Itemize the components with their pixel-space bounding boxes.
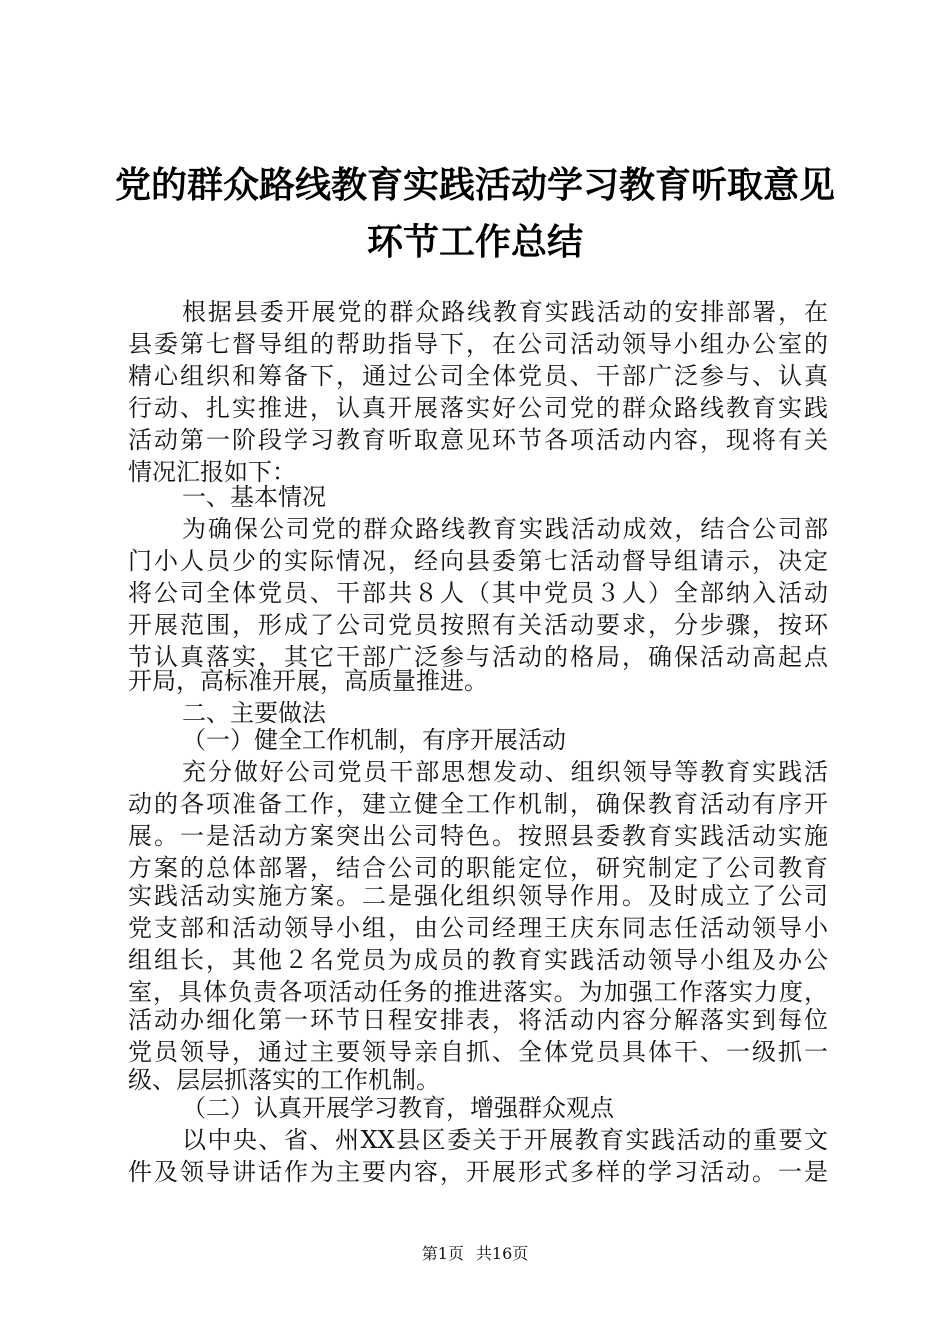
body-line: 方案的总体部署，结合公司的职能定位，研究制定了公司教育 bbox=[128, 854, 828, 882]
body-line: 精心组织和筹备下，通过公司全体党员、干部广泛参与、认真 bbox=[128, 362, 828, 390]
body-line: 组组长，其他２名党员为成员的教育实践活动领导小组及办公 bbox=[128, 946, 828, 974]
subsection-heading: （二）认真开展学习教育，增强群众观点 bbox=[182, 1094, 614, 1122]
body-line: 动的各项准备工作，建立健全工作机制，确保教育活动有序开 bbox=[128, 790, 828, 818]
page-number: 第1页 bbox=[421, 1244, 464, 1263]
body-line: 实践活动实施方案。二是强化组织领导作用。及时成立了公司 bbox=[128, 882, 828, 910]
section-heading: 一、基本情况 bbox=[182, 483, 326, 511]
body-line: 县委第七督导组的帮助指导下，在公司活动领导小组办公室的 bbox=[128, 330, 828, 358]
body-line: 情况汇报如下： bbox=[128, 458, 296, 486]
body-line: 根据县委开展党的群众路线教育实践活动的安排部署，在 bbox=[182, 298, 828, 326]
body-line: 以中央、省、州XX县区委关于开展教育实践活动的重要文 bbox=[182, 1126, 828, 1154]
body-line: 党支部和活动领导小组，由公司经理王庆东同志任活动领导小 bbox=[128, 914, 828, 942]
subsection-heading: （一）健全工作机制，有序开展活动 bbox=[182, 726, 566, 754]
section-heading: 二、主要做法 bbox=[182, 699, 326, 727]
body-line: 级、层层抓落实的工作机制。 bbox=[128, 1066, 440, 1094]
body-line: 件及领导讲话作为主要内容，开展形式多样的学习活动。一是 bbox=[128, 1158, 828, 1186]
body-line: 展。一是活动方案突出公司特色。按照县委教育实践活动实施 bbox=[128, 822, 828, 850]
body-line: 将公司全体党员、干部共８人（其中党员３人）全部纳入活动 bbox=[128, 579, 828, 607]
page-footer bbox=[0, 1244, 950, 1264]
body-line: 行动、扎实推进，认真开展落实好公司党的群众路线教育实践 bbox=[128, 394, 828, 422]
body-line: 开展范围，形成了公司党员按照有关活动要求，分步骤，按环 bbox=[128, 611, 828, 639]
body-line: 活动第一阶段学习教育听取意见环节各项活动内容，现将有关 bbox=[128, 426, 828, 454]
body-line: 开局，高标准开展，高质量推进。 bbox=[128, 667, 488, 695]
document-title-line-1: 党的群众路线教育实践活动学习教育听取意见 bbox=[114, 165, 835, 206]
body-line: 门小人员少的实际情况，经向县委第七活动督导组请示，决定 bbox=[128, 547, 828, 575]
body-line: 室，具体负责各项活动任务的推进落实。为加强工作落实力度， bbox=[128, 978, 828, 1006]
body-line: 充分做好公司党员干部思想发动、组织领导等教育实践活 bbox=[182, 758, 828, 786]
body-line: 活动办细化第一环节日程安排表，将活动内容分解落实到每位 bbox=[128, 1006, 828, 1034]
body-line: 党员领导，通过主要领导亲自抓、全体党员具体干、一级抓一 bbox=[128, 1038, 828, 1066]
body-line: 节认真落实，其它干部广泛参与活动的格局，确保活动高起点 bbox=[128, 643, 828, 671]
page-total: 共16页 bbox=[475, 1244, 529, 1263]
body-line: 为确保公司党的群众路线教育实践活动成效，结合公司部 bbox=[182, 515, 828, 543]
document-title-line-2: 环节工作总结 bbox=[366, 222, 583, 263]
